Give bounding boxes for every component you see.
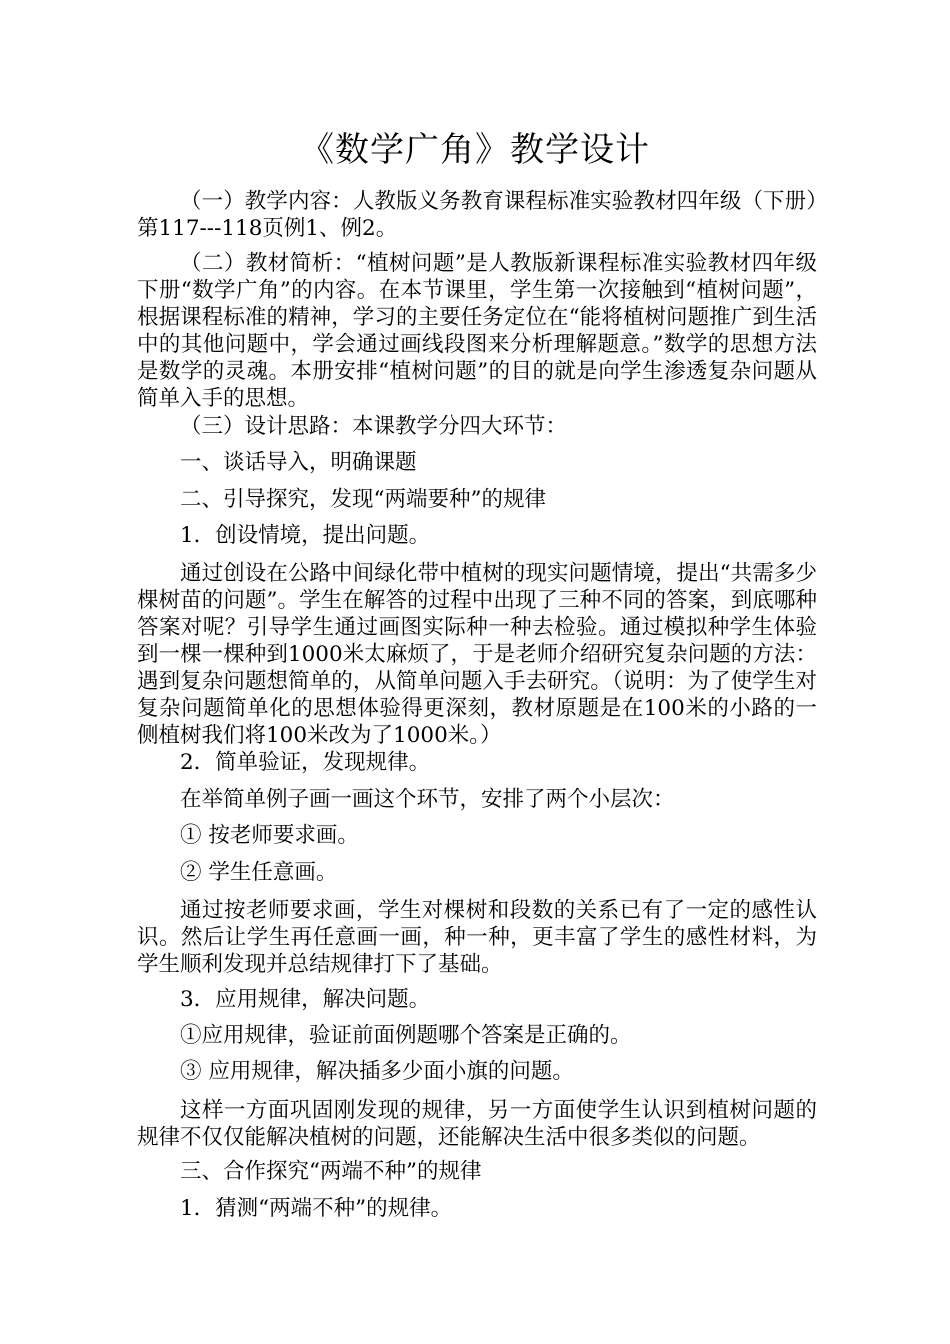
subheading-2-1: 1．创设情境，提出问题。	[180, 523, 431, 548]
paragraph-teaching-content: （一）教学内容：人教版义务教育课程标准实验教材四年级（下册）第117---118页例1、例2。	[137, 189, 817, 241]
subheading-3-1: 1．猜测“两端不种”的规律。	[180, 1196, 453, 1221]
subheading-2-2: 2．简单验证，发现规律。	[180, 750, 431, 775]
heading-section-three: 三、合作探究“两端不种”的规律	[180, 1159, 482, 1184]
heading-section-two: 二、引导探究，发现“两端要种”的规律	[180, 487, 546, 512]
heading-section-one: 一、谈话导入，明确课题	[180, 450, 417, 475]
list-item-teacher-draw: ① 按老师要求画。	[180, 823, 359, 848]
paragraph-scenario: 通过创设在公路中间绿化带中植树的现实问题情境，提出“共需多少棵树苗的问题”。学生在解答的过程中出现了三种不同的答案，到底哪种答案对呢？引导学生通过画图实际种一种去检验。通过模拟种学生体验到一棵一棵种到1000米太麻烦了，于是老师介绍研究复杂问题的方法：遇到复杂问题想简单的，从简单问题入手去研究。（说明：为了使学生对复杂问题简单化的思想体验得更深刻，教材原题是在100米的小路的一侧植树我们将100米改为了1000米。）	[137, 561, 817, 748]
document-title: 《数学广角》教学设计	[300, 130, 650, 170]
list-item-flags: ③ 应用规律，解决插多少面小旗的问题。	[180, 1059, 574, 1084]
paragraph-material-analysis: （二）教材简析：“植树问题”是人教版新课程标准实验教材四年级下册“数学广角”的内容。在本节课里，学生第一次接触到“植树问题”，根据课程标准的精神，学习的主要任务定位在“能将植树问题推广到生活中的其他问题中，学会通过画线段图来分析理解题意。”数学的思想方法是数学的灵魂。本册安排“植树问题”的目的就是向学生渗透复杂问题从简单入手的思想。	[137, 251, 817, 411]
subheading-2-3: 3．应用规律，解决问题。	[180, 987, 431, 1012]
paragraph-consolidate: 这样一方面巩固刚发现的规律，另一方面使学生认识到植树问题的规律不仅仅能解决植树的问题，还能解决生活中很多类似的问题。	[137, 1098, 817, 1150]
paragraph-perceptual: 通过按老师要求画，学生对棵树和段数的关系已有了一定的感性认识。然后让学生再任意画一画，种一种，更丰富了学生的感性材料，为学生顺利发现并总结规律打下了基础。	[137, 898, 817, 977]
list-item-free-draw: ② 学生任意画。	[180, 860, 338, 885]
list-item-verify-answer: ①应用规律，验证前面例题哪个答案是正确的。	[180, 1023, 632, 1048]
paragraph-design-idea: （三）设计思路：本课教学分四大环节：	[180, 414, 568, 439]
paragraph-two-levels: 在举简单例子画一画这个环节，安排了两个小层次：	[180, 787, 675, 812]
